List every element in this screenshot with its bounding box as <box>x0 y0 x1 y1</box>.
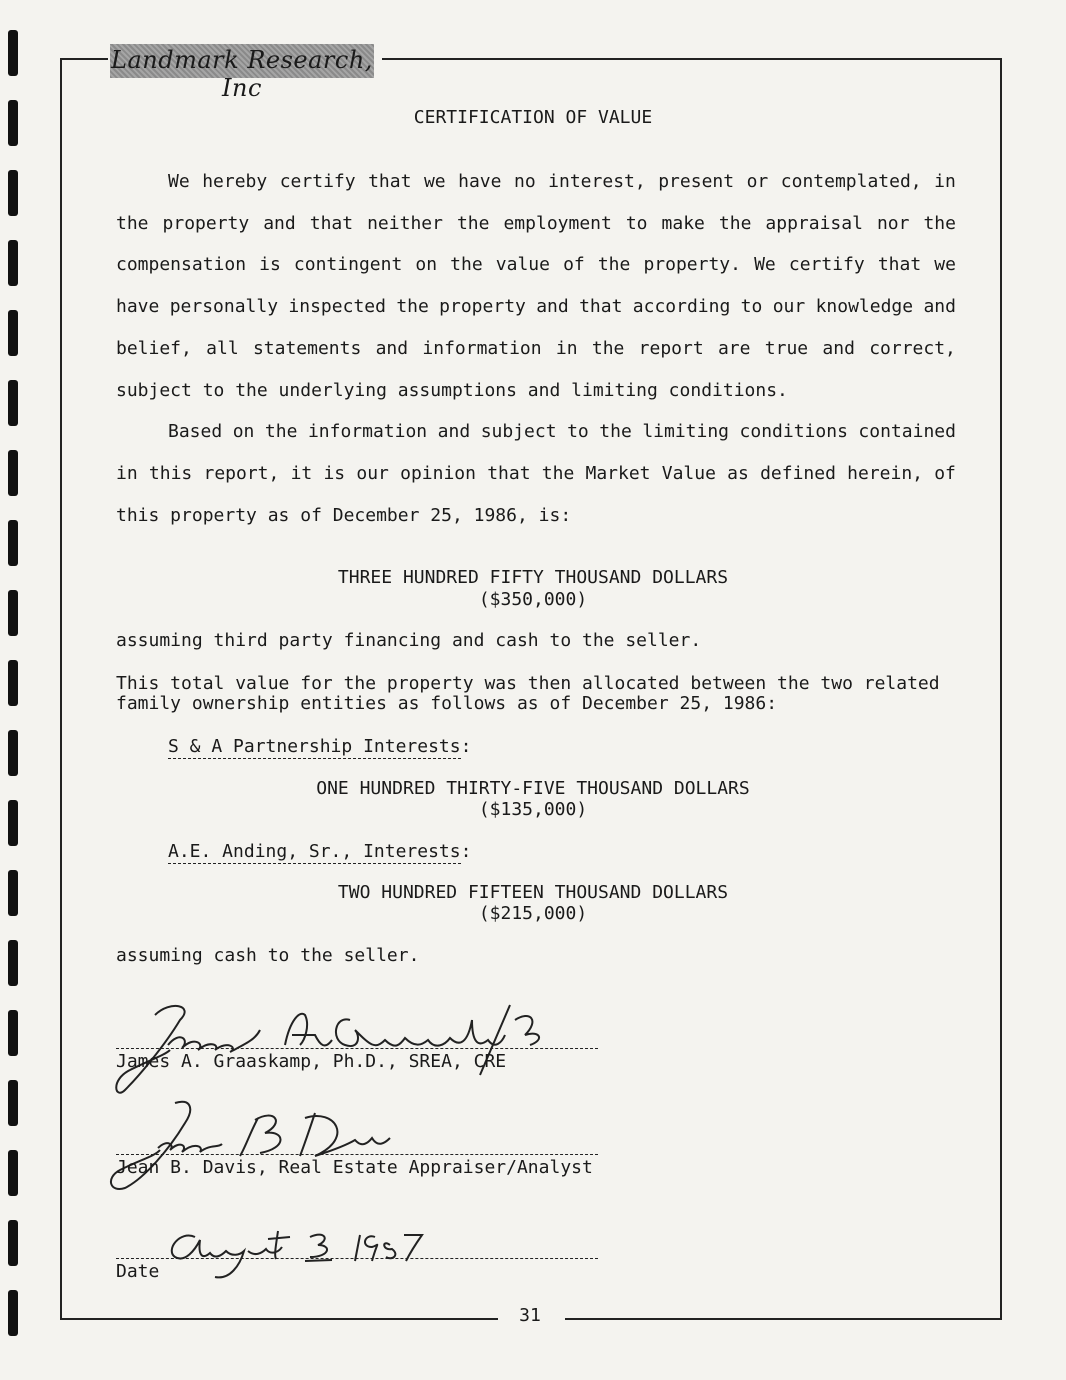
frame-border <box>565 1318 1002 1320</box>
binding-hole <box>8 240 18 286</box>
binding-hole <box>8 1080 18 1126</box>
entity-label: S & A Partnership Interests <box>168 736 461 757</box>
binding-hole <box>8 520 18 566</box>
entity-heading-sa-partnership: S & A Partnership Interests: <box>168 736 472 757</box>
binding-hole <box>8 450 18 496</box>
letterhead-text: Landmark Research, Inc <box>111 46 373 102</box>
assumption-cash: assuming cash to the seller. <box>116 945 420 966</box>
signature-graaskamp <box>110 1000 570 1100</box>
letterhead-logo <box>110 44 374 102</box>
binding-hole <box>8 170 18 216</box>
frame-border <box>60 58 62 1320</box>
entity2-value-words: TWO HUNDRED FIFTEEN THOUSAND DOLLARS <box>337 882 729 903</box>
page-number: 31 <box>519 1305 541 1326</box>
paragraph-line: We hereby certify that we have no interest, present or contemplated, in <box>168 171 956 192</box>
binding-hole <box>8 1010 18 1056</box>
binding-hole <box>8 940 18 986</box>
entity-heading-anding: A.E. Anding, Sr., Interests: <box>168 841 472 862</box>
binding-hole <box>8 310 18 356</box>
date-label: Date <box>116 1261 160 1282</box>
allocation-text: This total value for the property was then allocated between the two related <box>116 673 940 694</box>
entity-label: A.E. Anding, Sr., Interests <box>168 841 461 862</box>
paragraph-line: subject to the underlying assumptions and limiting conditions. <box>116 379 788 401</box>
paragraph-line: the property and that neither the employment to make the appraisal nor the <box>116 212 956 234</box>
paragraph-line: Based on the information and subject to the limiting conditions contained <box>168 421 956 442</box>
entity1-value-amount: ($135,000) <box>478 799 588 820</box>
entity2-value-amount: ($215,000) <box>478 903 588 924</box>
binding-holes <box>8 30 20 1350</box>
paragraph-line: belief, all statements and information in the report are true and correct, <box>116 337 956 359</box>
frame-border <box>382 58 1002 60</box>
page-title: CERTIFICATION OF VALUE <box>413 107 653 128</box>
paragraph-line: compensation is contingent on the value of the property. We certify that we <box>116 254 956 276</box>
frame-border <box>1000 58 1002 1320</box>
binding-hole <box>8 660 18 706</box>
binding-hole <box>8 380 18 426</box>
frame-border <box>60 58 108 60</box>
binding-hole <box>8 1220 18 1266</box>
total-value-amount: ($350,000) <box>478 589 588 610</box>
frame-border <box>60 1318 498 1320</box>
total-value-words: THREE HUNDRED FIFTY THOUSAND DOLLARS <box>337 567 729 588</box>
binding-hole <box>8 1150 18 1196</box>
entity1-value-words: ONE HUNDRED THIRTY-FIVE THOUSAND DOLLARS <box>316 778 750 799</box>
binding-hole <box>8 730 18 776</box>
paragraph-line: in this report, it is our opinion that the Market Value as defined herein, of <box>116 463 956 484</box>
assumption-financing: assuming third party financing and cash to the seller. <box>116 630 702 651</box>
signer-name-davis: Jean B. Davis, Real Estate Appraiser/Analyst <box>116 1157 593 1178</box>
signer-name-graaskamp: James A. Graaskamp, Ph.D., SREA, CRE <box>116 1051 507 1072</box>
paragraph-line: this property as of December 25, 1986, is: <box>116 505 572 526</box>
paragraph-line: have personally inspected the property and that according to our knowledge and <box>116 296 956 318</box>
signature-date <box>160 1225 430 1285</box>
signature-davis <box>100 1098 420 1193</box>
binding-hole <box>8 1290 18 1336</box>
binding-hole <box>8 30 18 76</box>
allocation-text: family ownership entities as follows as of December 25, 1986: <box>116 693 778 714</box>
